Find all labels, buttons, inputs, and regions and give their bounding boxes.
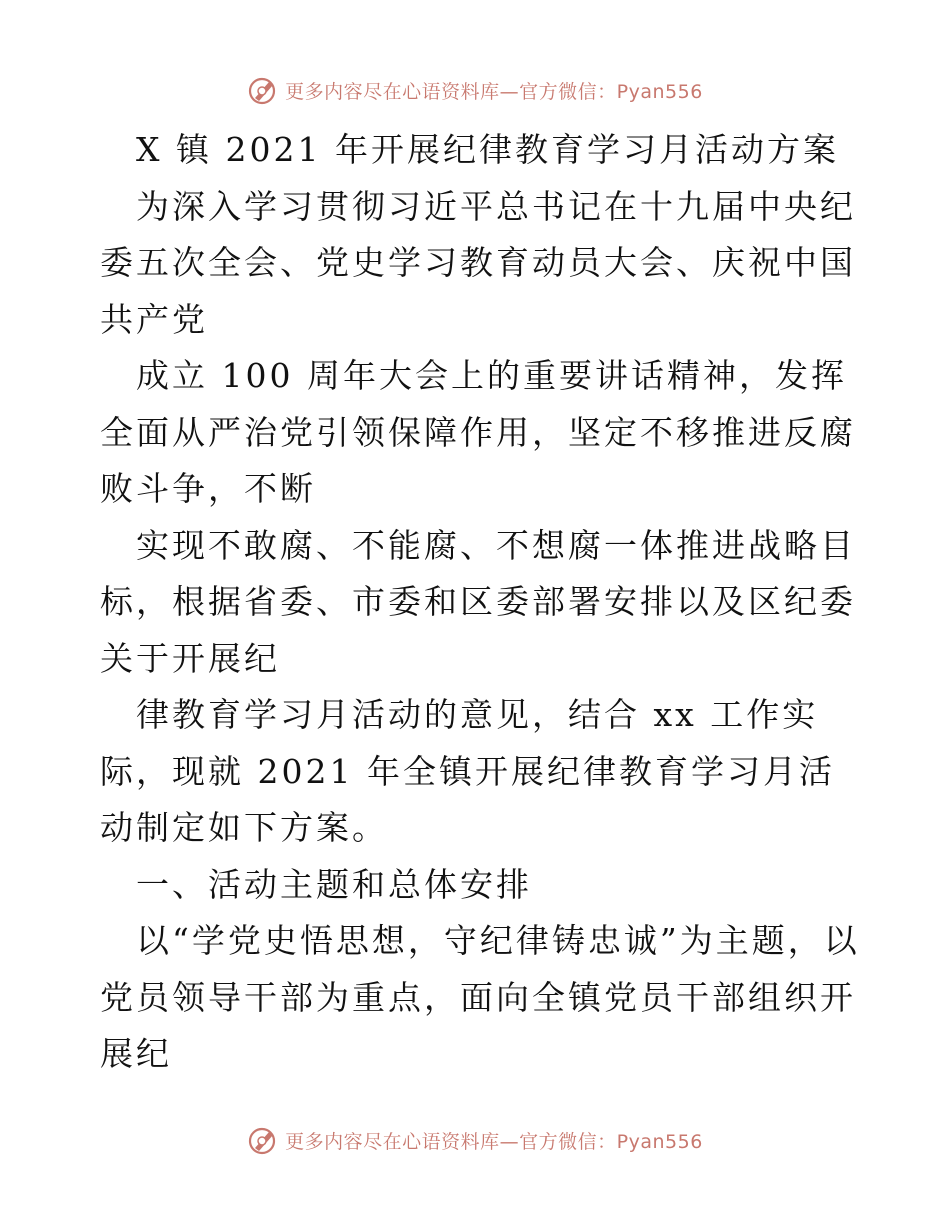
pen-logo-icon — [247, 74, 279, 106]
document-body — [100, 122, 860, 1083]
section-heading: 一、活动主题和总体安排 — [136, 864, 532, 904]
watermark-text: 更多内容尽在心语资料库—官方微信：Pyan556 — [285, 1130, 703, 1153]
watermark-banner-bottom — [0, 1122, 950, 1158]
document-title: X 镇 2021 年开展纪律教育学习月活动方案 — [136, 130, 839, 169]
paragraph: 以“学党史悟思想，守纪律铸忠诚”为主题，以党员领导干部为重点，面向全镇党员干部组织开展纪 — [100, 921, 860, 1073]
watermark-text: 更多内容尽在心语资料库—官方微信：Pyan556 — [285, 80, 703, 103]
pen-logo-icon — [247, 1124, 279, 1156]
paragraph: 为深入学习贯彻习近平总书记在十九届中央纪委五次全会、党史学习教育动员大会、庆祝中国共产党 — [100, 186, 856, 339]
watermark-banner-top — [0, 72, 950, 108]
paragraph: 律教育学习月活动的意见，结合 xx 工作实际，现就 2021 年全镇开展纪律教育学习月活动制定如下方案。 — [100, 695, 835, 847]
paragraph: 成立 100 周年大会上的重要讲话精神，发挥全面从严治党引领保障作用，坚定不移推进反腐败斗争，不断 — [100, 356, 856, 508]
paragraph: 实现不敢腐、不能腐、不想腐一体推进战略目标，根据省委、市委和区委部署安排以及区纪委关于开展纪 — [100, 525, 856, 678]
